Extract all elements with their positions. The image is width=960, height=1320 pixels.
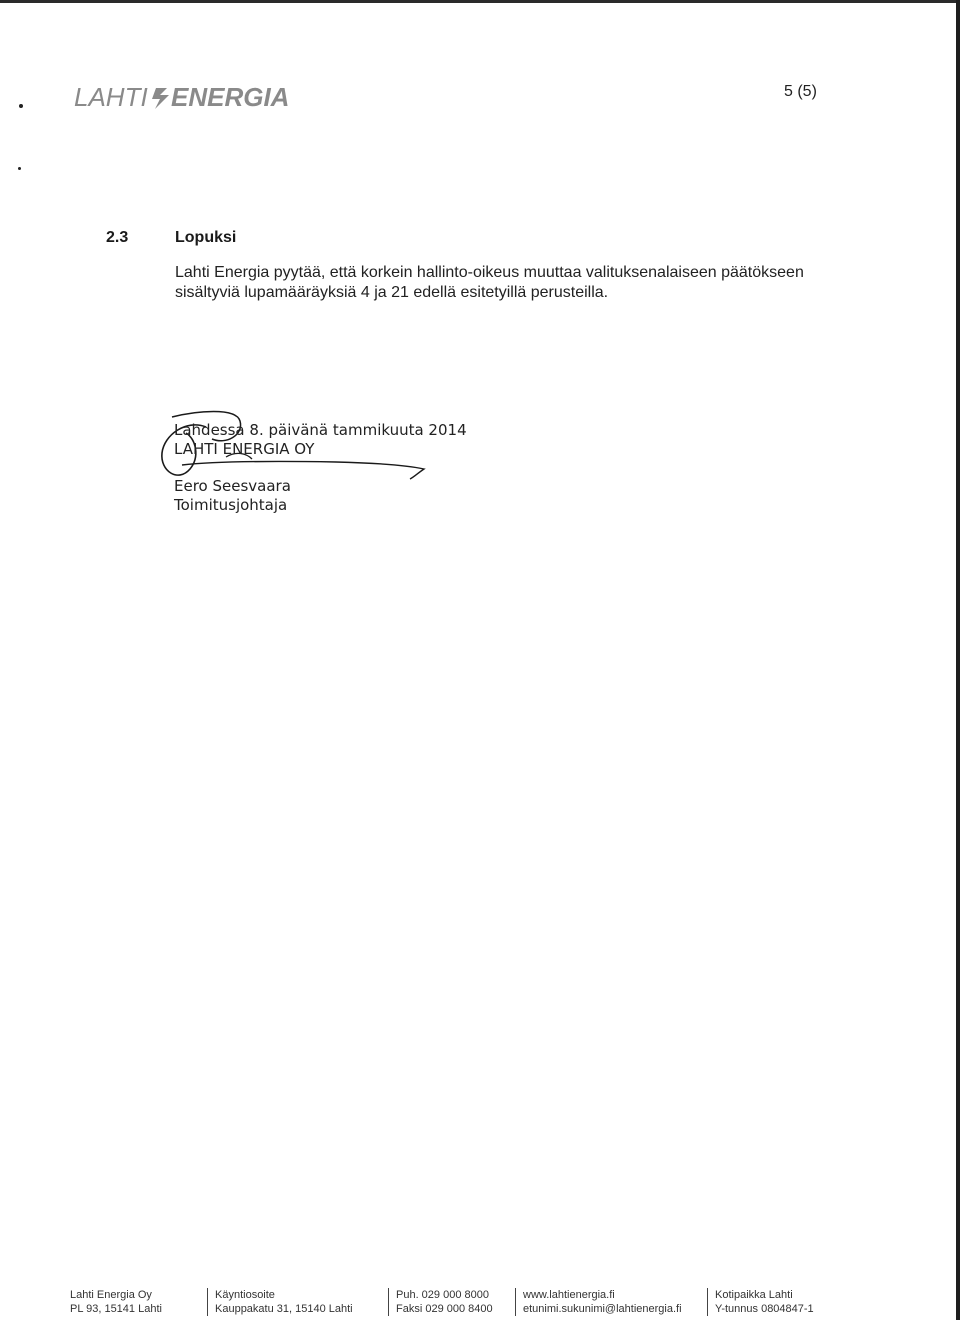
footer-domicile: Kotipaikka Lahti (715, 1289, 793, 1301)
footer-website: www.lahtienergia.fi (523, 1289, 615, 1301)
signing-company: LAHTI ENERGIA OY (174, 440, 315, 458)
section-number: 2.3 (106, 229, 129, 246)
signer-role: Toimitusjohtaja (174, 496, 288, 514)
footer-visiting-street: Kauppakatu 31, 15140 Lahti (215, 1303, 353, 1315)
footer-fax-number: Faksi 029 000 8400 (396, 1303, 493, 1315)
logo-text-left: LAHTI (74, 82, 148, 112)
scan-speck (19, 104, 23, 108)
footer-visiting-label: Käyntiosoite (215, 1289, 275, 1301)
footer-postal-address: PL 93, 15141 Lahti (70, 1303, 162, 1315)
place-and-date: Lahdessa 8. päivänä tammikuuta 2014 (174, 421, 467, 439)
paragraph-line: Lahti Energia pyytää, että korkein hallinto-oikeus muuttaa valituksenalaiseen päätökseen (175, 264, 804, 281)
footer-registry (707, 1288, 814, 1316)
conclusion-paragraph (175, 263, 815, 303)
footer-visiting-address (207, 1288, 353, 1316)
footer-company (70, 1288, 162, 1316)
paragraph-line: sisältyviä lupamääräyksiä 4 ja 21 edellä esitetyillä perusteilla. (175, 284, 609, 301)
company-logo (74, 80, 304, 114)
page-number: 5 (5) (784, 83, 817, 100)
lahti-energia-logo-icon (74, 80, 304, 114)
scan-edge-right (956, 0, 960, 1320)
section-title: Lopuksi (175, 229, 237, 246)
signature-block (174, 421, 467, 515)
footer-phone-number: Puh. 029 000 8000 (396, 1289, 489, 1301)
scan-speck (18, 167, 21, 170)
logo-text-right: ENERGIA (171, 82, 290, 112)
page-footer (0, 1288, 960, 1316)
signer-name: Eero Seesvaara (174, 477, 291, 495)
footer-business-id: Y-tunnus 0804847-1 (715, 1303, 814, 1315)
footer-company-name: Lahti Energia Oy (70, 1289, 152, 1301)
scan-edge-top (0, 0, 960, 3)
footer-email: etunimi.sukunimi@lahtienergia.fi (523, 1303, 682, 1315)
footer-web (515, 1288, 682, 1316)
footer-phone (388, 1288, 493, 1316)
